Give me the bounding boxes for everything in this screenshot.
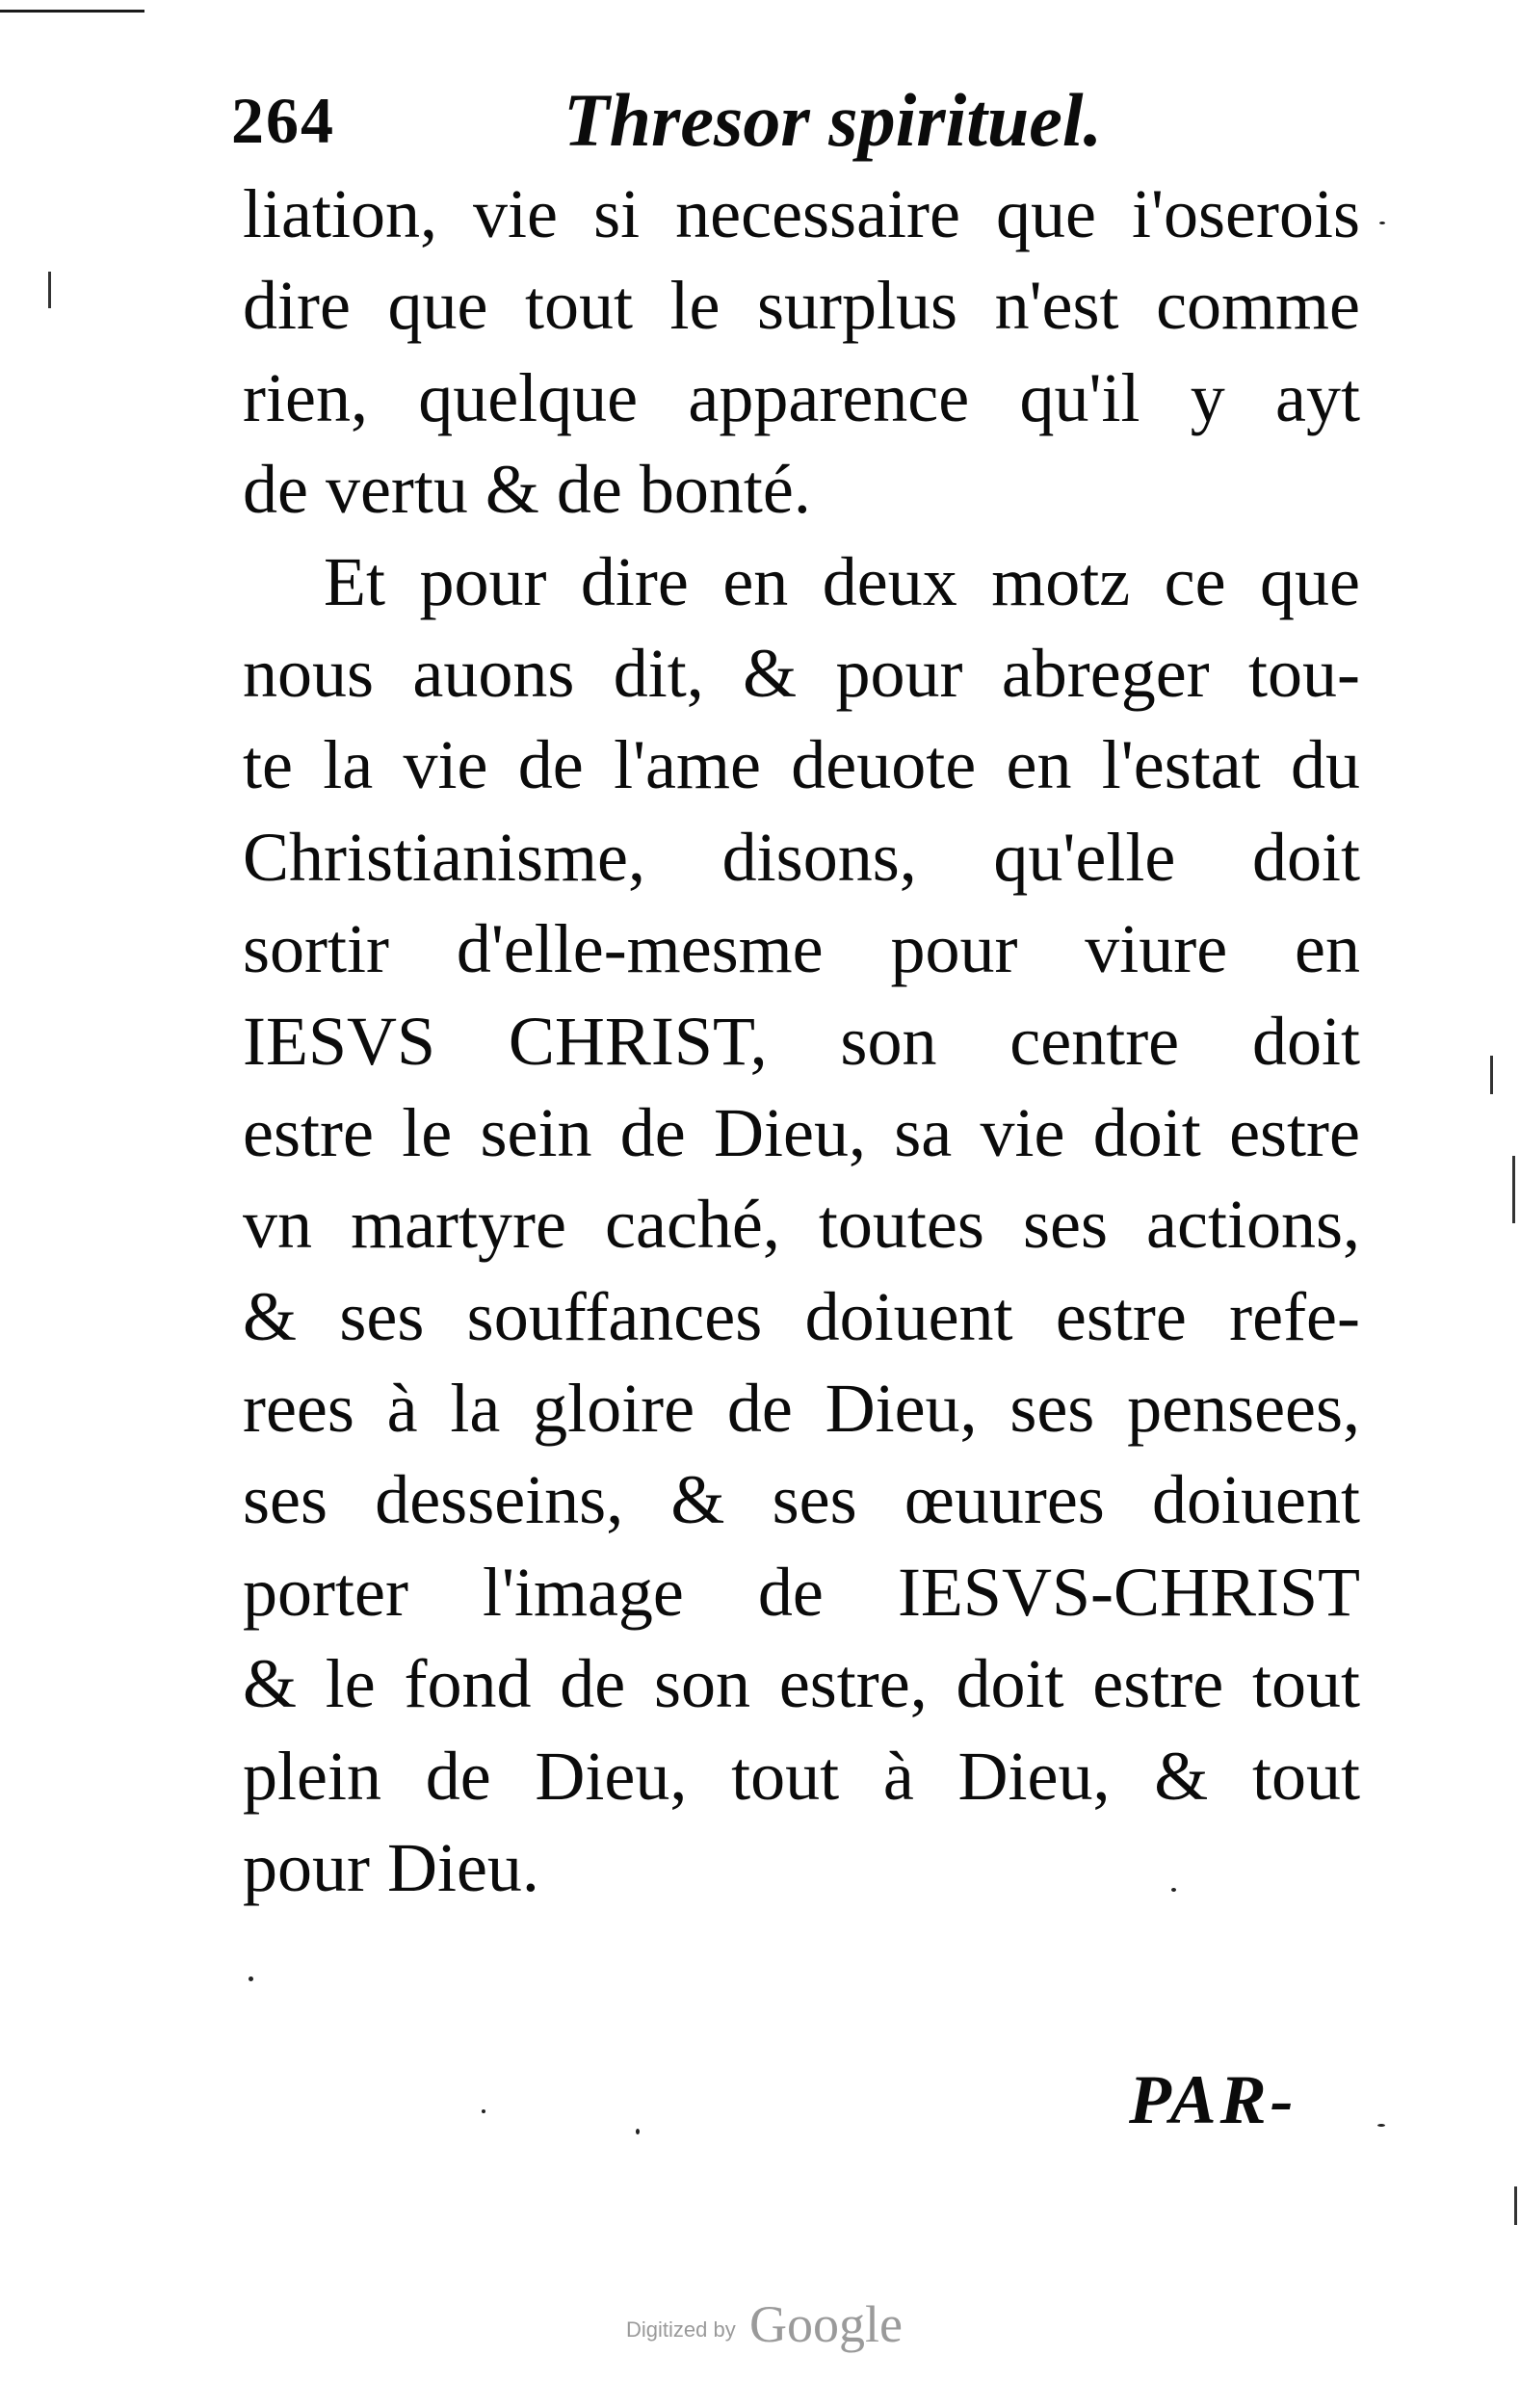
text-line: nous auons dit, & pour abreger tou- — [243, 634, 1360, 712]
text-line: & ses souffances doiuent estre refe- — [243, 1277, 1360, 1355]
scan-speck — [1171, 1888, 1176, 1892]
text-line: porter l'image de IESVS-CHRIST — [243, 1553, 1360, 1631]
text-line: liation, vie si necessaire que i'oserois — [243, 175, 1360, 252]
watermark-brand: Google — [749, 2295, 903, 2353]
text-line: & le fond de son estre, doit estre tout — [243, 1645, 1360, 1723]
digitized-watermark — [626, 2290, 934, 2368]
text-line: pour Dieu. — [243, 1829, 539, 1907]
text-line: Et pour dire en deux motz ce que — [324, 542, 1360, 620]
text-line: IESVS CHRIST, son centre doit — [243, 1002, 1360, 1080]
text-line: de vertu & de bonté. — [243, 451, 811, 529]
scan-speck — [1379, 222, 1385, 224]
page-number: 264 — [231, 84, 335, 157]
text-line: plein de Dieu, tout à Dieu, & tout — [243, 1737, 1360, 1815]
watermark-prefix: Digitized by — [626, 2317, 736, 2342]
scan-speck — [636, 2129, 640, 2134]
margin-mark-right — [1514, 2186, 1517, 2225]
catchword: PAR- — [1129, 2061, 1297, 2138]
text-line: te la vie de l'ame deuote en l'estat du — [243, 726, 1360, 804]
body-text — [243, 169, 1360, 1914]
scan-speck — [249, 1976, 253, 1981]
scan-speck — [1377, 2124, 1385, 2127]
margin-mark-right — [1512, 1156, 1515, 1223]
text-line: dire que tout le surplus n'est comme — [243, 267, 1360, 345]
text-line: vn martyre caché, toutes ses actions, — [243, 1186, 1360, 1264]
scan-speck — [482, 2109, 485, 2113]
text-line: estre le sein de Dieu, sa vie doit estre — [243, 1093, 1360, 1171]
text-line: Christianisme, disons, qu'elle doit — [243, 818, 1360, 896]
margin-mark-right — [1490, 1056, 1493, 1094]
page-header — [231, 67, 1349, 173]
text-line: rien, quelque apparence qu'il y ayt — [243, 358, 1360, 436]
text-line: rees à la gloire de Dieu, ses pensees, — [243, 1370, 1360, 1448]
text-line: sortir d'elle-mesme pour viure en — [243, 910, 1360, 988]
running-head: Thresor spirituel. — [563, 78, 1103, 162]
text-line: ses desseins, & ses œuures doiuent — [243, 1461, 1360, 1539]
margin-mark-left — [48, 272, 51, 308]
top-edge-rule — [0, 10, 144, 13]
